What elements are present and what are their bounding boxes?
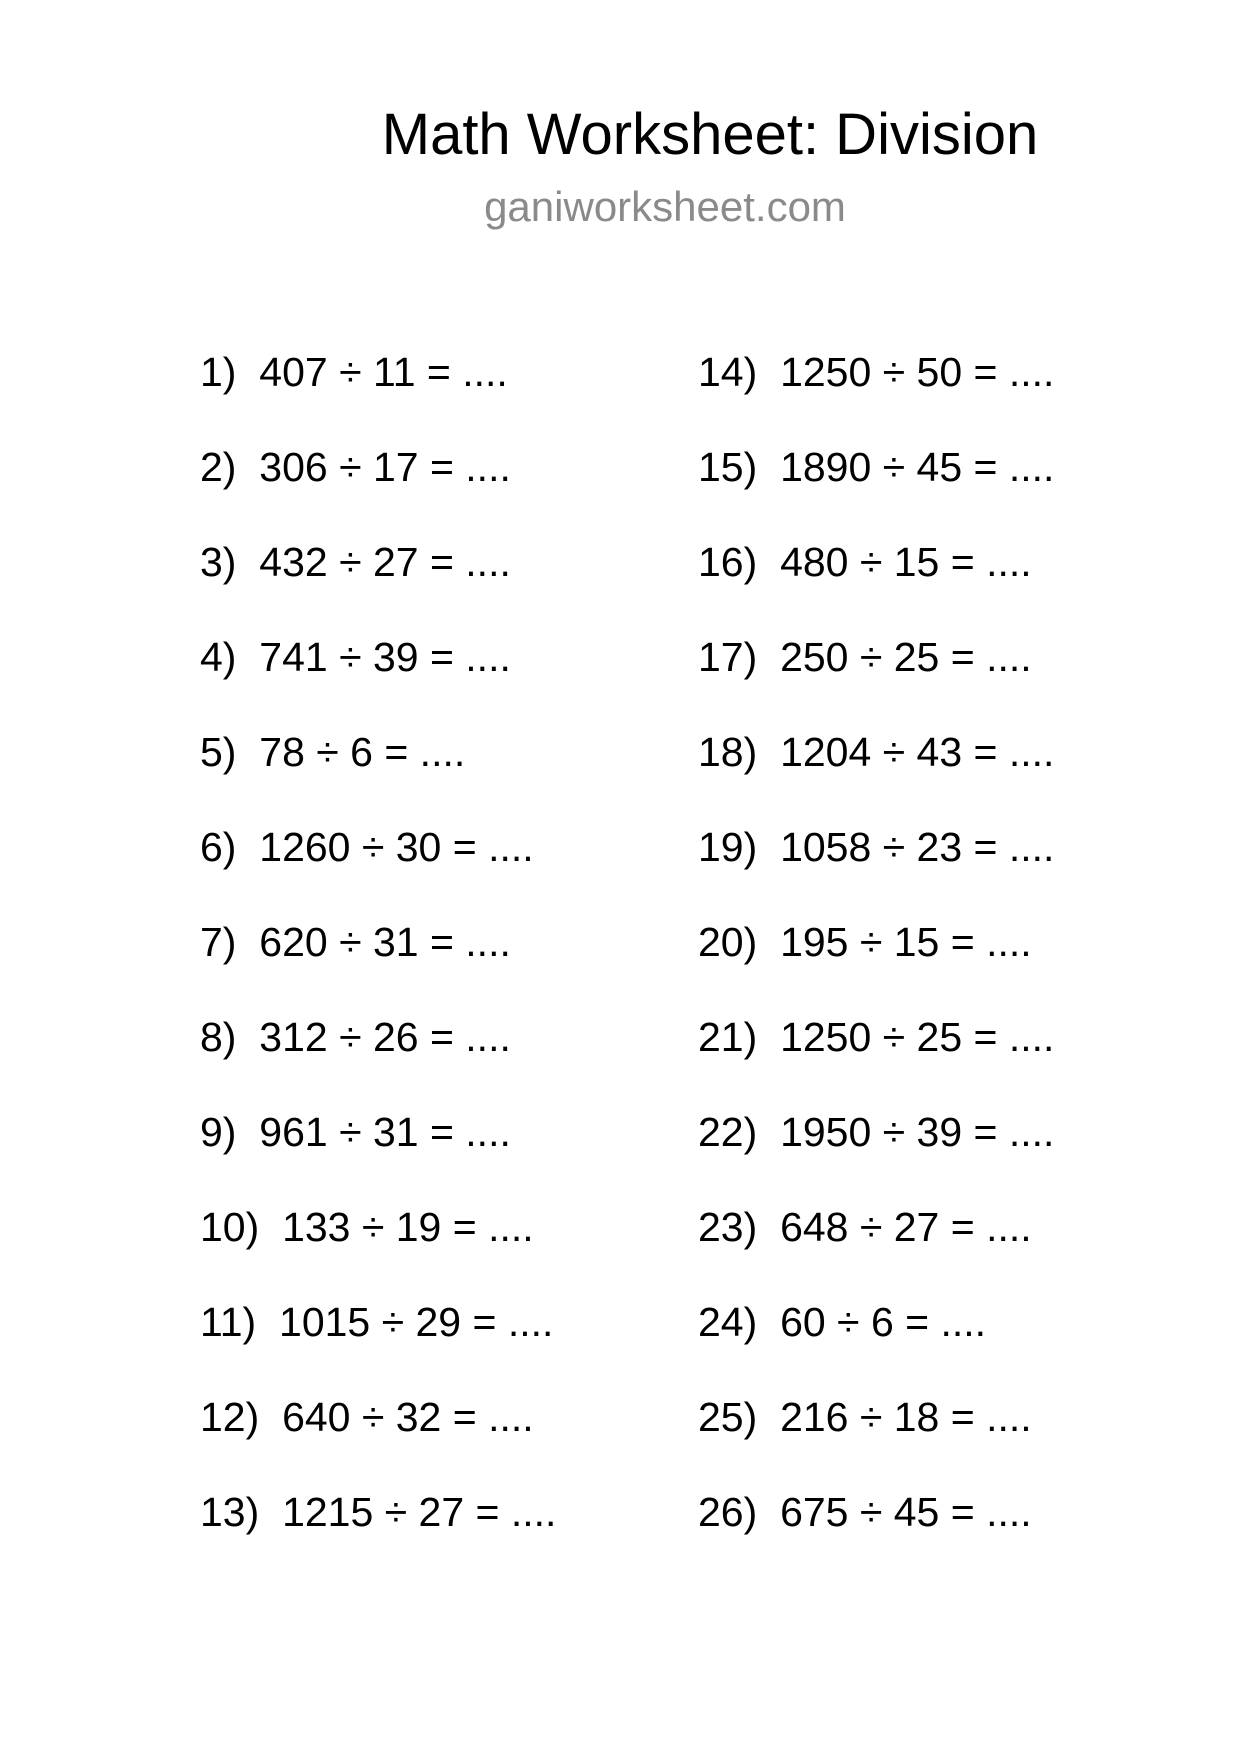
problem-item — [698, 1013, 1054, 1108]
problem-expression: 1015 ÷ 29 = .... — [279, 1299, 554, 1345]
problem-list-left — [200, 348, 556, 1583]
problem-expression: 312 ÷ 26 = .... — [259, 1014, 511, 1060]
problem-number: 24) — [698, 1299, 758, 1345]
problem-item — [698, 348, 1054, 443]
problem-item — [200, 823, 556, 918]
worksheet-title: Math Worksheet: Division — [381, 102, 1039, 167]
problem-number: 19) — [698, 824, 758, 870]
problem-expression: 675 ÷ 45 = .... — [780, 1489, 1032, 1535]
problem-number: 22) — [698, 1109, 758, 1155]
problem-expression: 620 ÷ 31 = .... — [259, 919, 511, 965]
problem-expression: 741 ÷ 39 = .... — [259, 634, 511, 680]
site-name: ganiworksheet.com — [484, 183, 846, 230]
problem-number: 25) — [698, 1394, 758, 1440]
problem-item — [698, 918, 1054, 1013]
problem-item — [698, 1203, 1054, 1298]
problem-expression: 640 ÷ 32 = .... — [282, 1394, 534, 1440]
problem-item — [698, 1108, 1054, 1203]
problem-item — [200, 918, 556, 1013]
problem-item — [200, 1203, 556, 1298]
problem-number: 10) — [200, 1204, 260, 1250]
problem-item — [200, 443, 556, 538]
problem-number: 3) — [200, 539, 237, 585]
problem-item — [698, 1393, 1054, 1488]
problem-number: 21) — [698, 1014, 758, 1060]
problem-item — [200, 1013, 556, 1108]
problem-expression: 648 ÷ 27 = .... — [780, 1204, 1032, 1250]
problem-expression: 961 ÷ 31 = .... — [259, 1109, 511, 1155]
problem-number: 23) — [698, 1204, 758, 1250]
problem-expression: 78 ÷ 6 = .... — [259, 729, 466, 775]
problem-item — [200, 1488, 556, 1583]
problem-expression: 480 ÷ 15 = .... — [780, 539, 1032, 585]
problem-expression: 1058 ÷ 23 = .... — [780, 824, 1055, 870]
problem-expression: 1890 ÷ 45 = .... — [780, 444, 1055, 490]
problem-number: 18) — [698, 729, 758, 775]
problem-number: 8) — [200, 1014, 237, 1060]
problem-item — [200, 348, 556, 443]
problem-item — [200, 1108, 556, 1203]
problem-expression: 1215 ÷ 27 = .... — [282, 1489, 557, 1535]
problem-expression: 195 ÷ 15 = .... — [780, 919, 1032, 965]
problem-number: 5) — [200, 729, 237, 775]
problem-number: 1) — [200, 349, 237, 395]
problem-expression: 250 ÷ 25 = .... — [780, 634, 1032, 680]
problem-number: 13) — [200, 1489, 260, 1535]
problem-expression: 133 ÷ 19 = .... — [282, 1204, 534, 1250]
problem-item — [698, 1298, 1054, 1393]
problem-number: 15) — [698, 444, 758, 490]
problem-expression: 1204 ÷ 43 = .... — [780, 729, 1055, 775]
problem-number: 16) — [698, 539, 758, 585]
problem-number: 6) — [200, 824, 237, 870]
problem-expression: 1250 ÷ 25 = .... — [780, 1014, 1055, 1060]
problem-item — [698, 728, 1054, 823]
problem-number: 7) — [200, 919, 237, 965]
problem-number: 2) — [200, 444, 237, 490]
problem-number: 17) — [698, 634, 758, 680]
problem-item — [200, 728, 556, 823]
problem-number: 14) — [698, 349, 758, 395]
problem-item — [698, 823, 1054, 918]
problem-expression: 432 ÷ 27 = .... — [259, 539, 511, 585]
problem-item — [698, 633, 1054, 728]
problem-item — [200, 1298, 556, 1393]
problem-number: 4) — [200, 634, 237, 680]
problem-item — [698, 443, 1054, 538]
problem-number: 9) — [200, 1109, 237, 1155]
problem-item — [200, 538, 556, 633]
problem-number: 11) — [200, 1299, 257, 1345]
problem-item — [698, 1488, 1054, 1583]
problem-item — [698, 538, 1054, 633]
problem-expression: 60 ÷ 6 = .... — [780, 1299, 987, 1345]
problem-item — [200, 1393, 556, 1488]
problem-number: 26) — [698, 1489, 758, 1535]
problem-list-right — [698, 348, 1054, 1583]
problem-item — [200, 633, 556, 728]
problem-expression: 306 ÷ 17 = .... — [259, 444, 511, 490]
problem-expression: 1250 ÷ 50 = .... — [780, 349, 1055, 395]
problem-expression: 407 ÷ 11 = .... — [259, 349, 508, 395]
problem-expression: 216 ÷ 18 = .... — [780, 1394, 1032, 1440]
problem-expression: 1260 ÷ 30 = .... — [259, 824, 534, 870]
problem-number: 20) — [698, 919, 758, 965]
problem-number: 12) — [200, 1394, 260, 1440]
problem-expression: 1950 ÷ 39 = .... — [780, 1109, 1055, 1155]
